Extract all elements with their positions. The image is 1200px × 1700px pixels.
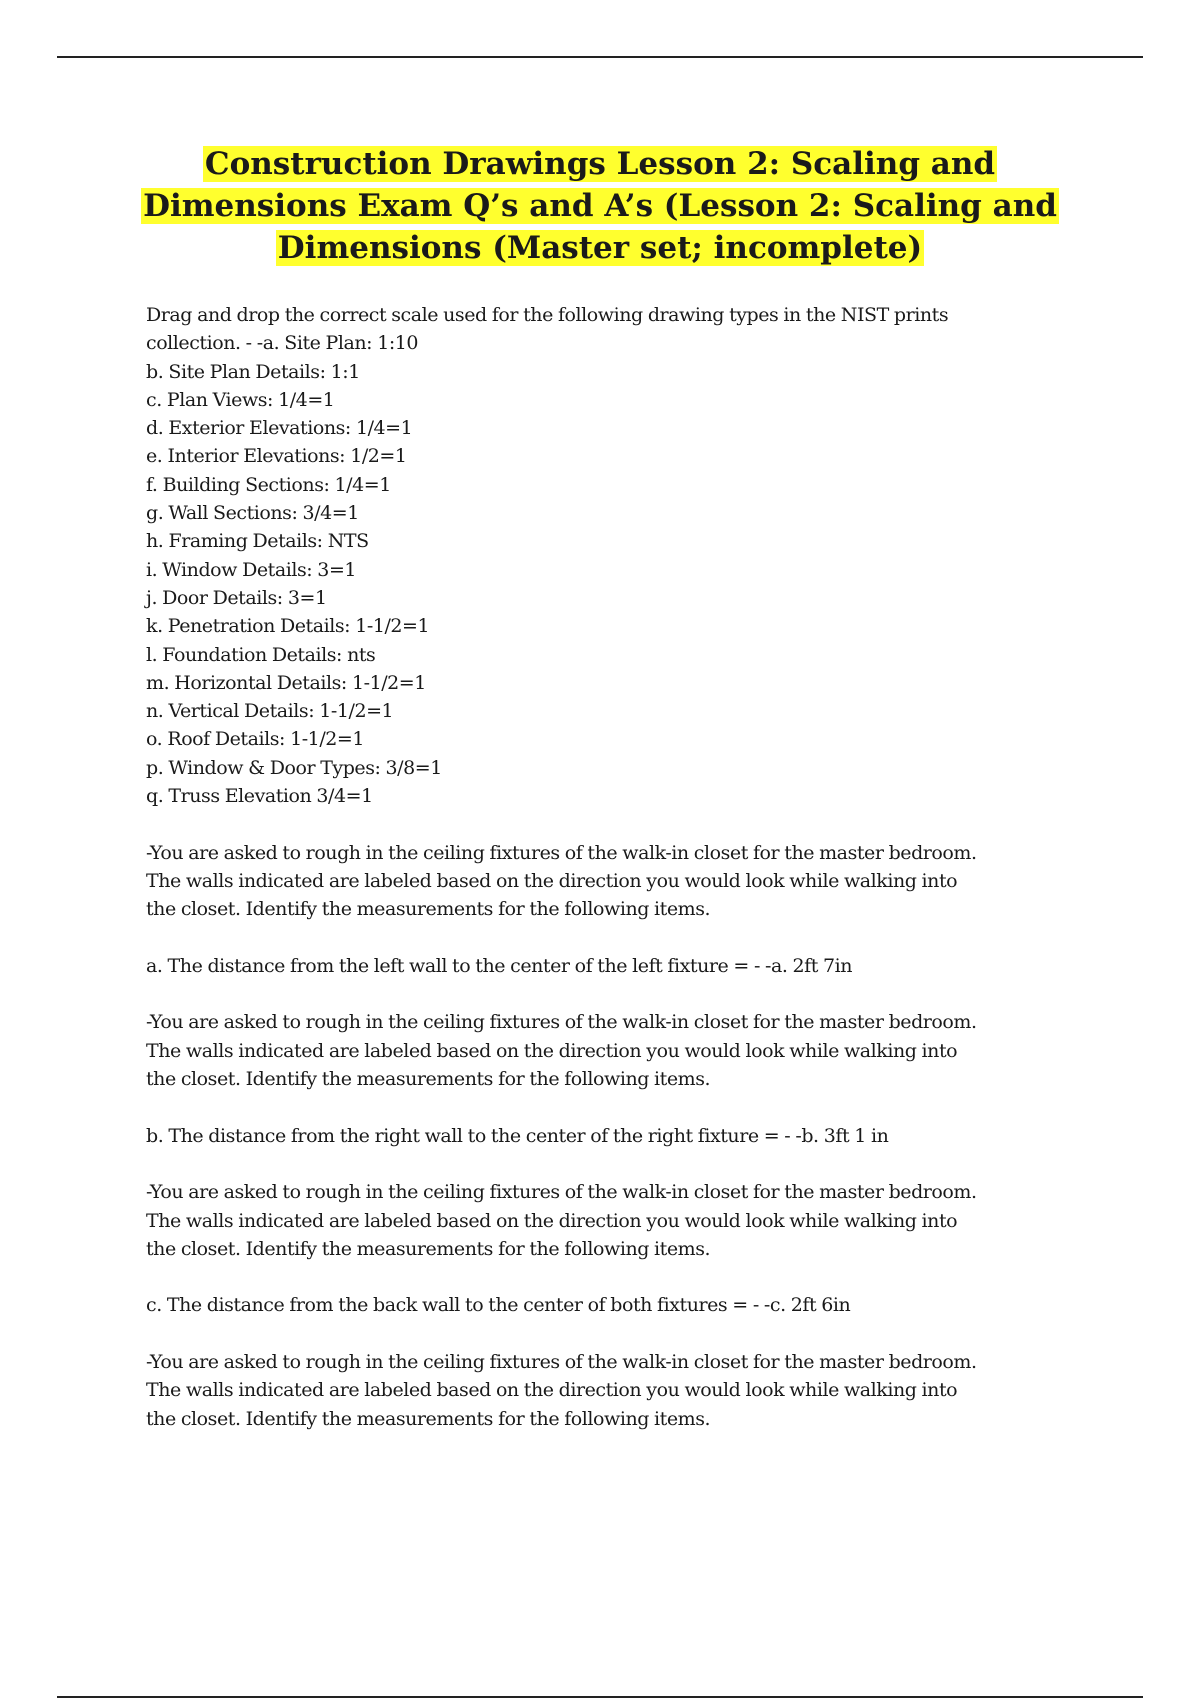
answer-a: a. The distance from the left wall to the center of the left fixture = - -a. 2ft 7in (146, 954, 853, 977)
closet-prompt-4-line-2: The walls indicated are labeled based on the direction you would look while walking into (146, 1379, 958, 1402)
top-rule (57, 56, 1143, 58)
q1-item-e: e. Interior Elevations: 1/2=1 (146, 445, 407, 468)
paragraph-gap (146, 810, 1096, 838)
q1-item-g: g. Wall Sections: 3/4=1 (146, 502, 359, 525)
closet-prompt-2-line-2: The walls indicated are labeled based on the direction you would look while walking into (146, 1039, 958, 1062)
q1-item-i: i. Window Details: 3=1 (146, 558, 357, 581)
closet-prompt-4-line-3: the closet. Identify the measurements for the following items. (146, 1407, 711, 1430)
closet-prompt-3-line-3: the closet. Identify the measurements for the following items. (146, 1237, 711, 1260)
paragraph-gap (146, 1263, 1096, 1291)
closet-prompt-3-line-2: The walls indicated are labeled based on the direction you would look while walking into (146, 1209, 958, 1232)
q1-item-l: l. Foundation Details: nts (146, 643, 376, 666)
document-title (100, 143, 1100, 269)
q1-item-q: q. Truss Elevation 3/4=1 (146, 785, 373, 808)
closet-prompt-1-line-3: the closet. Identify the measurements for the following items. (146, 898, 711, 921)
closet-prompt-2-line-1: -You are asked to rough in the ceiling fixtures of the walk-in closet for the master bedroom. (146, 1011, 977, 1034)
q1-item-f: f. Building Sections: 1/4=1 (146, 473, 391, 496)
closet-prompt-2-line-3: the closet. Identify the measurements for the following items. (146, 1068, 711, 1091)
q1-intro-line-1: Drag and drop the correct scale used for the following drawing types in the NIST prints (146, 304, 949, 326)
answer-b: b. The distance from the right wall to the center of the right fixture = - -b. 3ft 1 in (146, 1124, 889, 1147)
q1-item-n: n. Vertical Details: 1-1/2=1 (146, 700, 394, 723)
closet-prompt-3-line-1: -You are asked to rough in the ceiling fixtures of the walk-in closet for the master bedroom. (146, 1181, 977, 1204)
closet-prompt-1-line-2: The walls indicated are labeled based on the direction you would look while walking into (146, 869, 958, 892)
bottom-rule (57, 1696, 1143, 1698)
answer-c: c. The distance from the back wall to the center of both fixtures = - -c. 2ft 6in (146, 1294, 851, 1317)
q1-item-h: h. Framing Details: NTS (146, 530, 369, 553)
q1-item-k: k. Penetration Details: 1-1/2=1 (146, 615, 430, 638)
q1-item-m: m. Horizontal Details: 1-1/2=1 (146, 671, 426, 694)
q1-intro-line-2: collection. - -a. Site Plan: 1:10 (146, 332, 419, 355)
closet-prompt-4-line-1: -You are asked to rough in the ceiling fixtures of the walk-in closet for the master bedroom. (146, 1350, 977, 1373)
q1-item-o: o. Roof Details: 1-1/2=1 (146, 728, 365, 751)
q1-item-p: p. Window & Door Types: 3/8=1 (146, 756, 442, 779)
q1-item-c: c. Plan Views: 1/4=1 (146, 388, 335, 411)
q1-item-b: b. Site Plan Details: 1:1 (146, 360, 360, 383)
paragraph-gap (146, 924, 1096, 952)
paragraph-gap (146, 1150, 1096, 1178)
title-highlight: Construction Drawings Lesson 2: Scaling and Dimensions Exam Q’s and A’s (Lesson 2: Scaling and Dimensions (Master set; incomplete) (143, 146, 1057, 266)
closet-prompt-1-line-1: -You are asked to rough in the ceiling fixtures of the walk-in closet for the master bedroom. (146, 841, 977, 864)
q1-item-d: d. Exterior Elevations: 1/4=1 (146, 417, 413, 440)
q1-item-j: j. Door Details: 3=1 (146, 586, 327, 609)
paragraph-gap (146, 1320, 1096, 1348)
paragraph-gap (146, 1093, 1096, 1121)
document-body (146, 301, 1096, 1433)
paragraph-gap (146, 980, 1096, 1008)
